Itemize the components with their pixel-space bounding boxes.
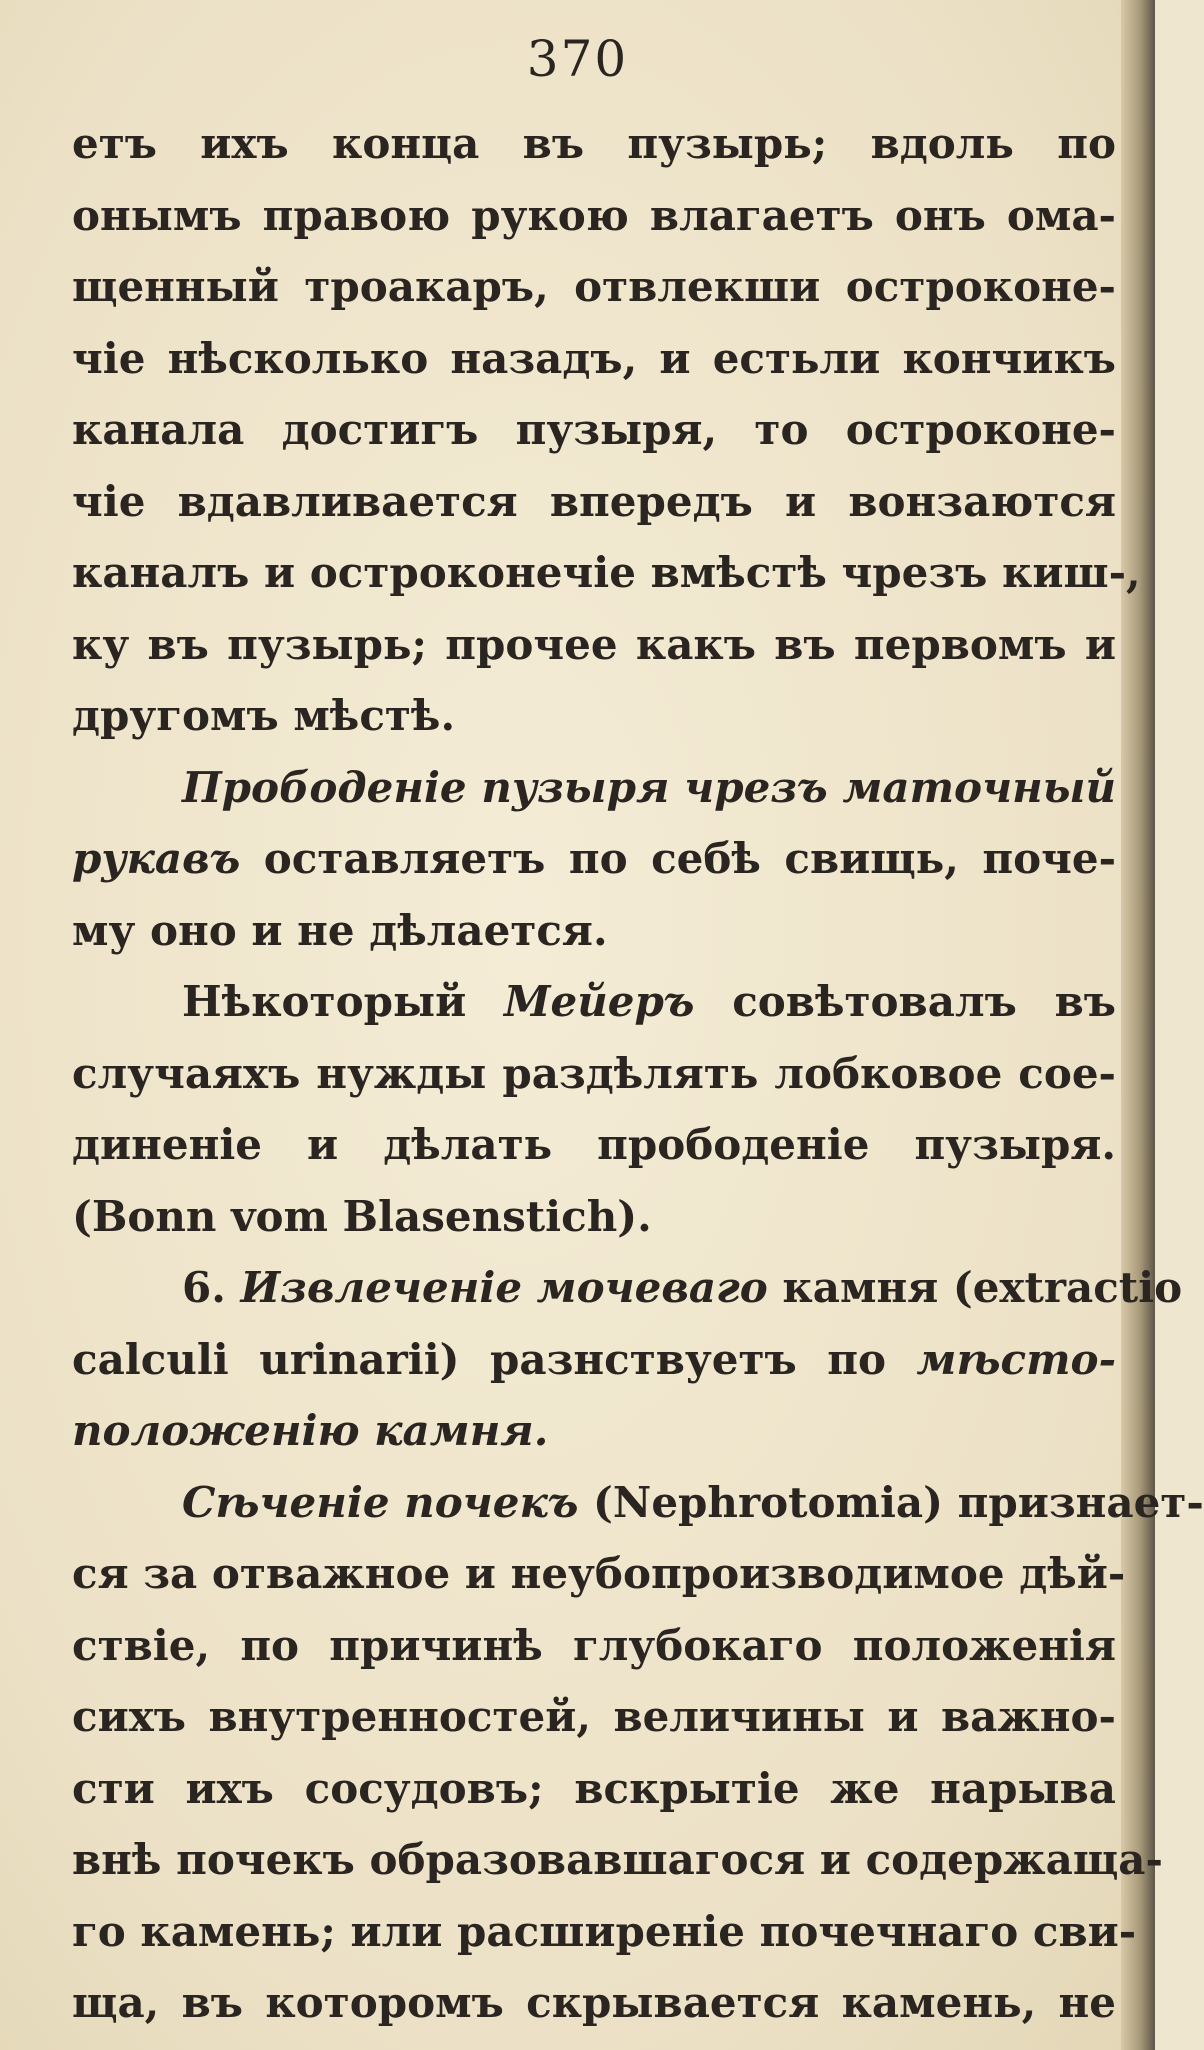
body-text xyxy=(72,108,1204,2039)
text-segment: внѣ почекъ образовавшагося и содержаща- xyxy=(72,1835,1163,1884)
italic-text-segment: рукавъ xyxy=(72,834,241,883)
text-segment: ща, въ которомъ скрывается камень, не xyxy=(72,1978,1116,2027)
text-line xyxy=(72,1109,1116,1181)
text-segment: calculi urinarii) разнствуетъ по xyxy=(72,1334,917,1384)
text-segment: ку въ пузырь; прочее какъ въ первомъ и xyxy=(72,619,1116,669)
text-segment: случаяхъ нужды раздѣлять лобковое сое- xyxy=(72,1048,1116,1098)
italic-text-segment: мѣсто- xyxy=(916,1334,1116,1384)
text-line xyxy=(72,1538,1126,1610)
text-segment: камня (extractio xyxy=(767,1263,1183,1312)
text-segment: сихъ внутренностей, величины и важно- xyxy=(72,1692,1116,1741)
text-line xyxy=(72,1967,1116,2039)
text-line xyxy=(72,537,1141,609)
text-segment: Нѣкоторый xyxy=(182,977,505,1026)
text-segment: етъ ихъ конца въ пузырь; вдоль по xyxy=(72,119,1116,168)
text-segment: каналъ и остроконечіе вмѣстѣ чрезъ киш-, xyxy=(72,548,1141,597)
italic-text-segment: Извлеченіе мочеваго xyxy=(240,1263,768,1312)
text-segment: щенный троакаръ, отвлекши остроконе- xyxy=(72,262,1116,311)
text-segment: онымъ правою рукою влагаетъ онъ ома- xyxy=(72,190,1116,240)
text-line xyxy=(72,1324,1116,1396)
text-line xyxy=(72,1753,1116,1825)
text-segment: го камень; или расширеніе почечнаго сви- xyxy=(72,1906,1137,1956)
text-line xyxy=(72,466,1116,538)
text-segment: му оно и не дѣлается. xyxy=(72,905,608,955)
text-line xyxy=(72,966,1116,1038)
italic-text-segment: Мейеръ xyxy=(504,977,695,1026)
italic-text-segment: положенію камня. xyxy=(72,1406,549,1455)
text-line xyxy=(72,108,1116,180)
text-segment: канала достигъ пузыря, то остроконе- xyxy=(72,405,1116,454)
text-line xyxy=(72,1038,1116,1110)
text-line xyxy=(72,1395,1116,1467)
text-line xyxy=(72,1896,1137,1968)
text-line xyxy=(72,1181,1116,1253)
text-segment: чіе нѣсколько назадъ, и естьли кончикъ xyxy=(72,333,1116,383)
text-segment: диненіе и дѣлать прободеніе пузыря. xyxy=(72,1120,1116,1169)
text-line xyxy=(72,680,1116,752)
text-line xyxy=(72,323,1116,395)
text-line xyxy=(72,394,1116,466)
text-segment: (Bonn vom Blasenstich). xyxy=(72,1191,652,1241)
text-segment: 6. xyxy=(182,1263,241,1312)
text-line xyxy=(72,1467,1204,1539)
text-line xyxy=(72,823,1116,895)
text-segment: другомъ мѣстѣ. xyxy=(72,691,456,740)
text-segment: совѣтовалъ въ xyxy=(694,977,1116,1026)
text-line xyxy=(72,251,1116,323)
text-segment: (Nephrotomia) признает- xyxy=(578,1477,1204,1527)
text-segment: сти ихъ сосудовъ; вскрытіе же нарыва xyxy=(72,1763,1116,1813)
text-segment: ствіе, по причинѣ глубокаго положенія xyxy=(72,1620,1116,1670)
text-line xyxy=(72,895,1116,967)
italic-text-segment: Прободеніе пузыря чрезъ маточный xyxy=(182,762,1116,812)
italic-text-segment: Сѣченіе почекъ xyxy=(182,1477,579,1527)
page-number: 370 xyxy=(526,30,629,88)
text-line xyxy=(72,609,1116,681)
text-line xyxy=(72,1681,1116,1753)
text-line xyxy=(72,1824,1163,1896)
text-line xyxy=(72,1610,1116,1682)
text-line xyxy=(72,1252,1183,1324)
page-gutter-shadow xyxy=(1121,0,1155,2050)
text-segment: чіе вдавливается впередъ и вонзаются xyxy=(72,476,1116,526)
text-segment: ся за отважное и неубопроизводимое дѣй- xyxy=(72,1549,1126,1598)
text-line xyxy=(72,180,1116,252)
text-line xyxy=(72,752,1116,824)
text-segment: оставляетъ по себѣ свищь, поче- xyxy=(240,834,1116,883)
